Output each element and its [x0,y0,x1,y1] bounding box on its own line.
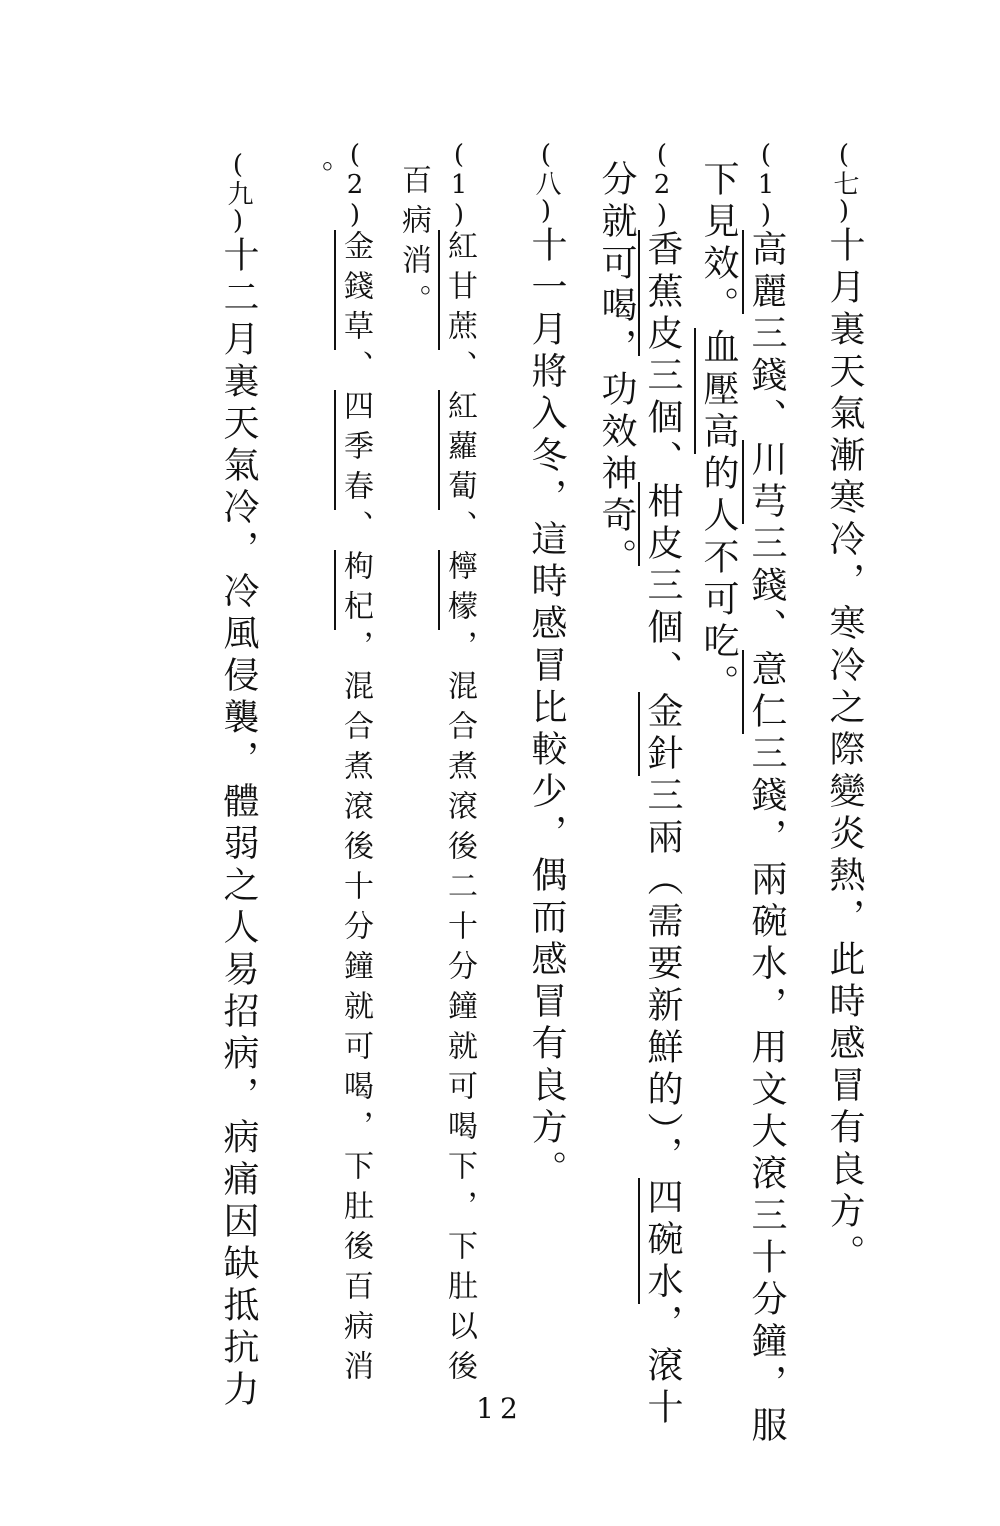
column-text: 下見效。 [698,160,739,328]
column-text: 三個、 [642,566,683,692]
underlined-term-ningmeng: 檸檬 [438,550,477,630]
text-column-8 [526,140,567,1192]
column-text: 。 [298,160,333,200]
column-text: 三錢、 [746,314,787,440]
item-label-2: (2) [340,140,370,230]
underlined-term-siwanshui: 四碗水 [638,1178,683,1304]
underlined-term-jinzhen: 金針 [638,692,683,776]
text-column-7 [824,140,865,1276]
underlined-term-ganpi: 柑皮 [638,482,683,566]
column-text: 分就可喝，功效神奇。 [596,160,637,580]
column-text: 三錢、 [746,524,787,650]
text-column-7-1 [746,140,787,1448]
text-column-7-1-cont [698,160,739,706]
column-text: 十二月裏天氣冷，冷風侵襲，體弱之人易招病，病痛因缺抵抗力 [218,236,259,1412]
column-text: 三兩（需要新鮮的）， [642,776,683,1178]
column-text: 的人不可吃。 [698,454,739,706]
section-label-9: (九) [223,150,253,236]
column-text: 、 [442,510,477,550]
underlined-term-jinqiancao: 金錢草 [334,230,373,350]
column-text: 三錢，兩碗水，用文大滾三十分鐘，服 [746,734,787,1448]
text-column-8-1-cont [396,164,431,324]
column-text: ，混合煮滾後十分鐘就可喝，下肚後百病消 [338,630,373,1390]
column-text: 三個、 [642,356,683,482]
column-text: 十月裏天氣漸寒冷，寒冷之際變炎熱，此時感冒有良方。 [824,226,865,1276]
underlined-term-xiangjiaopi: 香蕉皮 [638,230,683,356]
column-text: ，滾十 [642,1304,683,1430]
column-text: ，混合煮滾後二十分鐘就可喝下，下肚以後 [442,630,477,1390]
text-column-8-2 [338,140,373,1390]
underlined-term-xueya: 血壓高 [694,328,739,454]
underlined-term-sijichun: 四季春 [334,390,373,510]
text-column-8-1 [442,140,477,1390]
item-label-2: (2) [647,140,677,230]
column-text: 、 [338,350,373,390]
column-text: 、 [338,510,373,550]
underlined-term-gaoli: 高麗 [742,230,787,314]
page-number: 12 [476,1392,524,1425]
text-column-7-2-cont [596,160,637,580]
text-column-9 [218,150,259,1412]
section-label-7: (七) [829,140,859,226]
underlined-term-hongluobo: 紅蘿蔔 [438,390,477,510]
column-text: 、 [442,350,477,390]
text-column-8-2-cont [298,160,333,200]
column-text: 百病消。 [396,164,431,324]
underlined-term-honggancha: 紅甘蔗 [438,230,477,350]
underlined-term-yiren: 意仁 [742,650,787,734]
item-label-1: (1) [444,140,474,230]
column-text: 十一月將入冬，這時感冒比較少，偶而感冒有良方。 [526,226,567,1192]
item-label-1: (1) [751,140,781,230]
text-column-7-2 [642,140,683,1430]
underlined-term-gouqi: 枸杞 [334,550,373,630]
section-label-8: (八) [531,140,561,226]
underlined-term-chuanxiong: 川芎 [742,440,787,524]
